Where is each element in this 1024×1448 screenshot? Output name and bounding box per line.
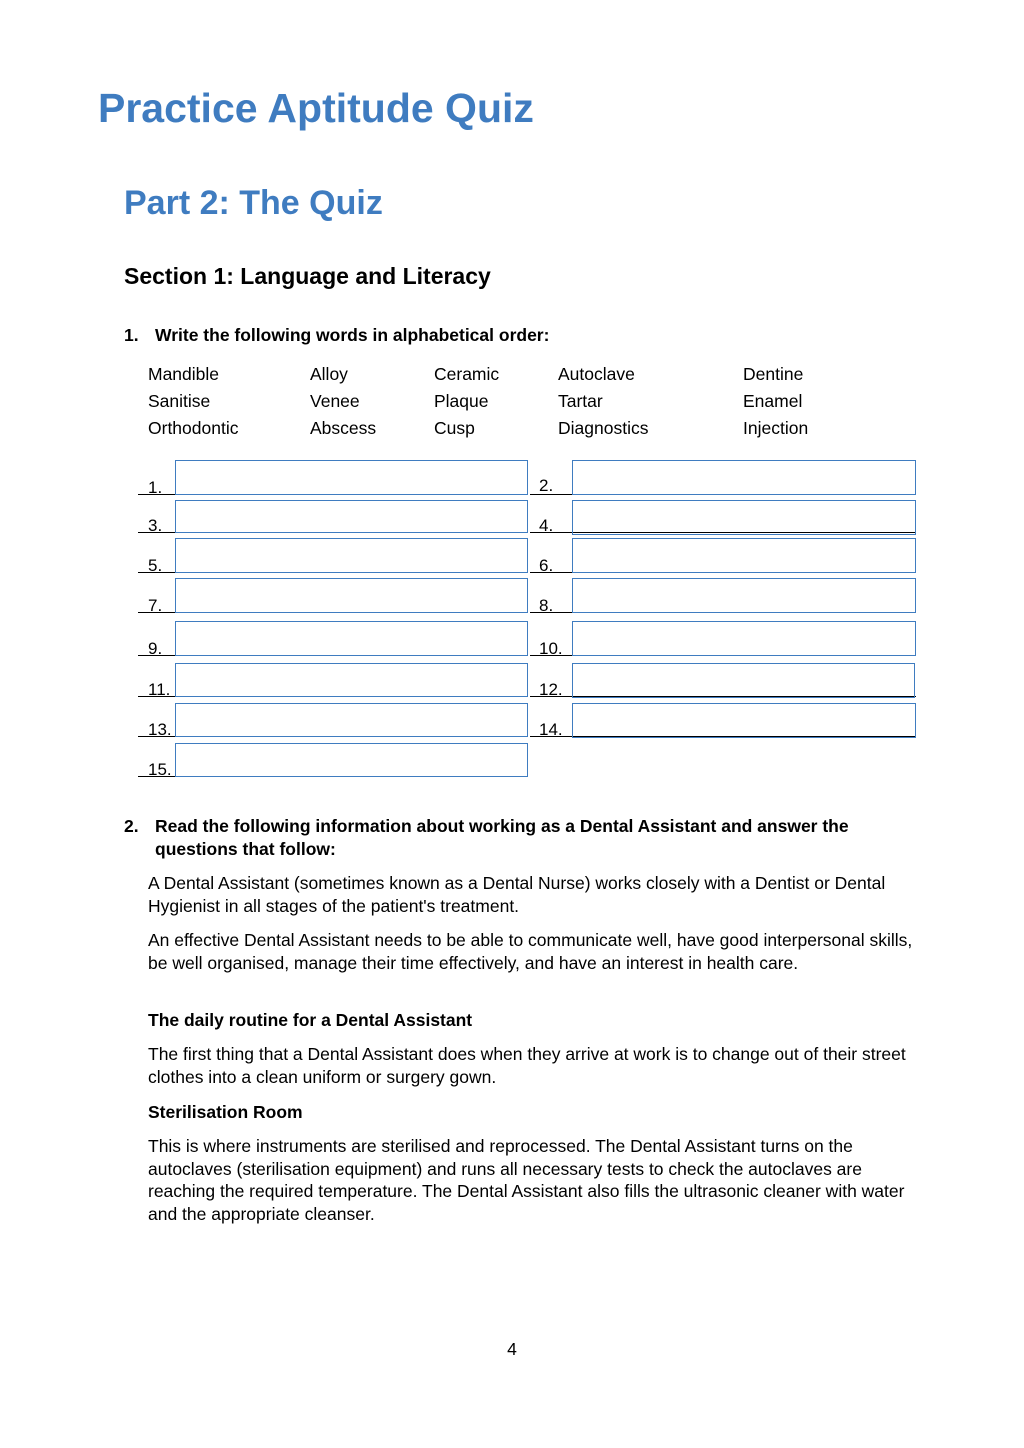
word: Dentine bbox=[743, 364, 804, 384]
paragraph: The first thing that a Dental Assistant does when they arrive at work is to change out of their street clothes into a clean uniform or surgery gown. bbox=[148, 1044, 906, 1087]
answer-label: 11. bbox=[148, 680, 171, 699]
answer-label: 4. bbox=[539, 516, 554, 535]
answer-label: 15. bbox=[148, 760, 172, 779]
answer-field-14[interactable] bbox=[572, 703, 916, 738]
answer-field-8[interactable] bbox=[572, 578, 916, 613]
answer-field-3[interactable] bbox=[175, 500, 528, 533]
answer-field-7[interactable] bbox=[175, 578, 528, 613]
word: Tartar bbox=[558, 391, 603, 411]
answer-label: 12. bbox=[539, 680, 563, 699]
question-2-text-line2: questions that follow: bbox=[155, 839, 336, 859]
answer-field-6[interactable] bbox=[572, 538, 916, 573]
answer-label: 10. bbox=[539, 639, 563, 658]
paragraph: A Dental Assistant (sometimes known as a Dental Nurse) works closely with a Dentist or Dental Hygienist in all stages of the patient's treatment. bbox=[148, 873, 886, 916]
word: Orthodontic bbox=[148, 418, 239, 438]
subheading: The daily routine for a Dental Assistant bbox=[148, 1010, 473, 1030]
answer-field-12[interactable] bbox=[572, 663, 915, 698]
word: Injection bbox=[743, 418, 809, 438]
word: Autoclave bbox=[558, 364, 635, 384]
answer-field-10[interactable] bbox=[572, 621, 916, 656]
answer-field-5[interactable] bbox=[175, 538, 528, 573]
word: Sanitise bbox=[148, 391, 211, 411]
answer-label: 3. bbox=[148, 516, 163, 535]
answer-label: 1. bbox=[148, 478, 163, 497]
word: Enamel bbox=[743, 391, 803, 411]
word: Venee bbox=[310, 391, 360, 411]
word: Plaque bbox=[434, 391, 489, 411]
word: Diagnostics bbox=[558, 418, 649, 438]
answer-label: 8. bbox=[539, 596, 554, 615]
question-2-number: 2. bbox=[124, 816, 139, 836]
word: Alloy bbox=[310, 364, 348, 384]
question-1-text: Write the following words in alphabetical order: bbox=[155, 325, 550, 345]
answer-field-15[interactable] bbox=[175, 743, 528, 777]
answer-label: 7. bbox=[148, 596, 163, 615]
answer-field-11[interactable] bbox=[175, 663, 528, 697]
answer-label: 2. bbox=[539, 476, 554, 495]
question-2 bbox=[124, 815, 924, 863]
page-number: 4 bbox=[507, 1339, 517, 1359]
answer-label: 6. bbox=[539, 556, 554, 575]
word: Ceramic bbox=[434, 364, 500, 384]
answer-label: 13. bbox=[148, 720, 172, 739]
question-1-number: 1. bbox=[124, 325, 139, 345]
word: Mandible bbox=[148, 364, 220, 384]
answer-field-9[interactable] bbox=[175, 621, 528, 656]
answer-label: 14. bbox=[539, 720, 563, 739]
word: Abscess bbox=[310, 418, 377, 438]
answer-label: 9. bbox=[148, 639, 163, 658]
question-2-text-line1: Read the following information about working as a Dental Assistant and answer the bbox=[155, 816, 849, 836]
question-1 bbox=[124, 324, 924, 348]
doc-title: Practice Aptitude Quiz bbox=[98, 85, 534, 131]
section-title: Section 1: Language and Literacy bbox=[124, 263, 491, 289]
paragraph: This is where instruments are sterilised and reprocessed. The Dental Assistant turns on the autoclaves (sterilisation equipment) and runs all necessary tests to check the autoclaves are reaching the required temperature. The Dental Assistant also fills the ultrasonic cleaner with water and the appropriate cleanser. bbox=[148, 1136, 905, 1224]
answer-label: 5. bbox=[148, 556, 163, 575]
answer-field-1[interactable] bbox=[175, 460, 528, 495]
answer-field-2[interactable] bbox=[572, 460, 916, 495]
paragraph: An effective Dental Assistant needs to be able to communicate well, have good interpersonal skills, be well organised, manage their time effectively, and have an interest in health care. bbox=[148, 930, 913, 973]
part-title: Part 2: The Quiz bbox=[124, 184, 383, 222]
word: Cusp bbox=[434, 418, 475, 438]
answer-field-13[interactable] bbox=[175, 703, 528, 737]
answer-field-4[interactable] bbox=[572, 500, 916, 535]
subheading: Sterilisation Room bbox=[148, 1102, 303, 1122]
